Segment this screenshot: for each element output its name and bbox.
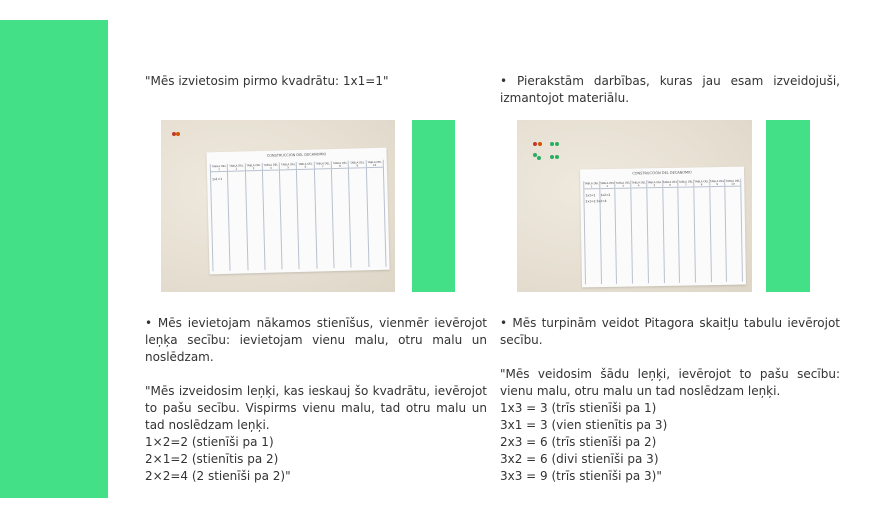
worksheet-column: [693, 179, 710, 282]
worksheet-column-header: TABLA DEL 1: [584, 182, 599, 189]
worksheet-column-header: TABLA DEL 10: [367, 160, 382, 168]
worksheet-column-header: TABLA DEL 2: [600, 181, 615, 188]
worksheet-column-header: TABLA DEL 10: [725, 179, 740, 186]
worksheet-column-header: TABLA DEL 9: [710, 179, 725, 187]
right-line-2: 3x1 = 3 (vien stienītis pa 3): [500, 418, 668, 432]
green-bead: [550, 155, 554, 159]
worksheet-column-header: TABLA DEL 8: [332, 161, 348, 168]
accent-rect-2: [766, 120, 810, 292]
worksheet-column: [630, 180, 647, 283]
left-intro-text: [145, 73, 487, 90]
left-accent-bar: [0, 20, 108, 498]
photo-decanomio-2: [517, 120, 752, 292]
worksheet-column-header: TABLA DEL 1: [211, 164, 227, 172]
worksheet-title: CONSTRUCCIÓN DEL DECANOMIO: [266, 152, 327, 158]
right-quote: "Mēs veidosim šādu leņķi, ievērojot to pašu secību: vienu malu, otru malu un tad noslēdzam leņķi.: [500, 367, 840, 398]
worksheet-title: CONSTRUCCIÓN DEL DECANOMIO: [632, 170, 692, 176]
right-line-1: 1x3 = 3 (trīs stienīši pa 1): [500, 401, 657, 415]
worksheet-column-header: TABLA DEL 5: [647, 181, 662, 188]
green-bead: [555, 142, 559, 146]
worksheet-column-header: TABLA DEL 7: [678, 180, 693, 187]
worksheet-column-header: TABLA DEL 4: [631, 181, 646, 188]
right-bullet-2: • Mēs turpinām veidot Pitagora skaitļu tabulu ievērojot secību.: [500, 316, 840, 347]
worksheet-column-header: TABLA DEL 7: [315, 162, 330, 169]
worksheet-column: [709, 179, 726, 282]
worksheet-column-header: TABLA DEL 4: [263, 163, 278, 170]
right-body-text: [500, 315, 840, 485]
left-intro: "Mēs izvietosim pirmo kvadrātu: 1x1=1": [145, 74, 389, 88]
right-line-4: 3x2 = 6 (divi stienīši pa 3): [500, 452, 659, 466]
worksheet-note: 1x1=1: [212, 176, 223, 182]
left-bullet: • Mēs ievietojam nākamos stienīšus, vienmēr ievērojot leņķa secību: ievietojam vienu malu, otru malu un noslēdzam.: [145, 316, 487, 364]
worksheet-column-header: TABLA DEL 9: [350, 161, 365, 168]
left-line-3: 2×2=4 (2 stienīši pa 2)": [145, 469, 291, 483]
worksheet-column-header: TABLA DEL 6: [298, 162, 313, 169]
worksheet-column: [615, 181, 632, 284]
worksheet-column: [677, 179, 694, 282]
worksheet-column: [724, 179, 742, 282]
accent-rect-1: [412, 120, 455, 292]
worksheet-column-header: TABLA DEL 6: [662, 180, 678, 187]
worksheet-column: [365, 160, 386, 267]
worksheet-note: 1x1=1: [585, 193, 596, 198]
worksheet-column: [646, 180, 663, 283]
worksheet-note: 1x2=2: [600, 192, 611, 198]
red-bead: [533, 142, 537, 146]
left-line-2: 2×1=2 (stienītis pa 2): [145, 452, 279, 466]
left-line-1: 1×2=2 (stienīši pa 1): [145, 435, 274, 449]
right-bullet-1: • Pierakstām darbības, kuras jau esam izveidojuši, izmantojot materiālu.: [500, 74, 840, 105]
right-line-3: 2x3 = 6 (trīs stienīši pa 2): [500, 435, 657, 449]
red-bead: [538, 142, 542, 146]
worksheet: [580, 167, 746, 288]
photo-decanomio-1: [161, 120, 395, 292]
right-intro-text: [500, 73, 840, 107]
right-line-5: 3x3 = 9 (trīs stienīši pa 3)": [500, 469, 662, 483]
worksheet-column-header: TABLA DEL 8: [694, 180, 709, 187]
left-quote: "Mēs izveidosim leņķi, kas ieskauj šo kvadrātu, ievērojot to pašu secību. Vispirms vienu malu, tad otru malu un tad noslēdzam leņķi.: [145, 384, 487, 432]
green-bead: [550, 142, 554, 146]
worksheet-column-header: TABLA DEL 3: [246, 163, 261, 171]
worksheet-column-header: TABLA DEL 2: [229, 164, 244, 171]
left-body-text: [145, 315, 487, 485]
green-bead: [537, 156, 541, 160]
green-bead: [555, 155, 559, 159]
red-bead: [176, 132, 180, 136]
worksheet: [206, 148, 389, 275]
worksheet-note: 2x1=2 2x2=4: [585, 198, 607, 204]
worksheet-column-header: TABLA DEL 3: [615, 181, 631, 188]
worksheet-column: [662, 180, 679, 283]
worksheet-column-header: TABLA DEL 5: [281, 163, 296, 170]
